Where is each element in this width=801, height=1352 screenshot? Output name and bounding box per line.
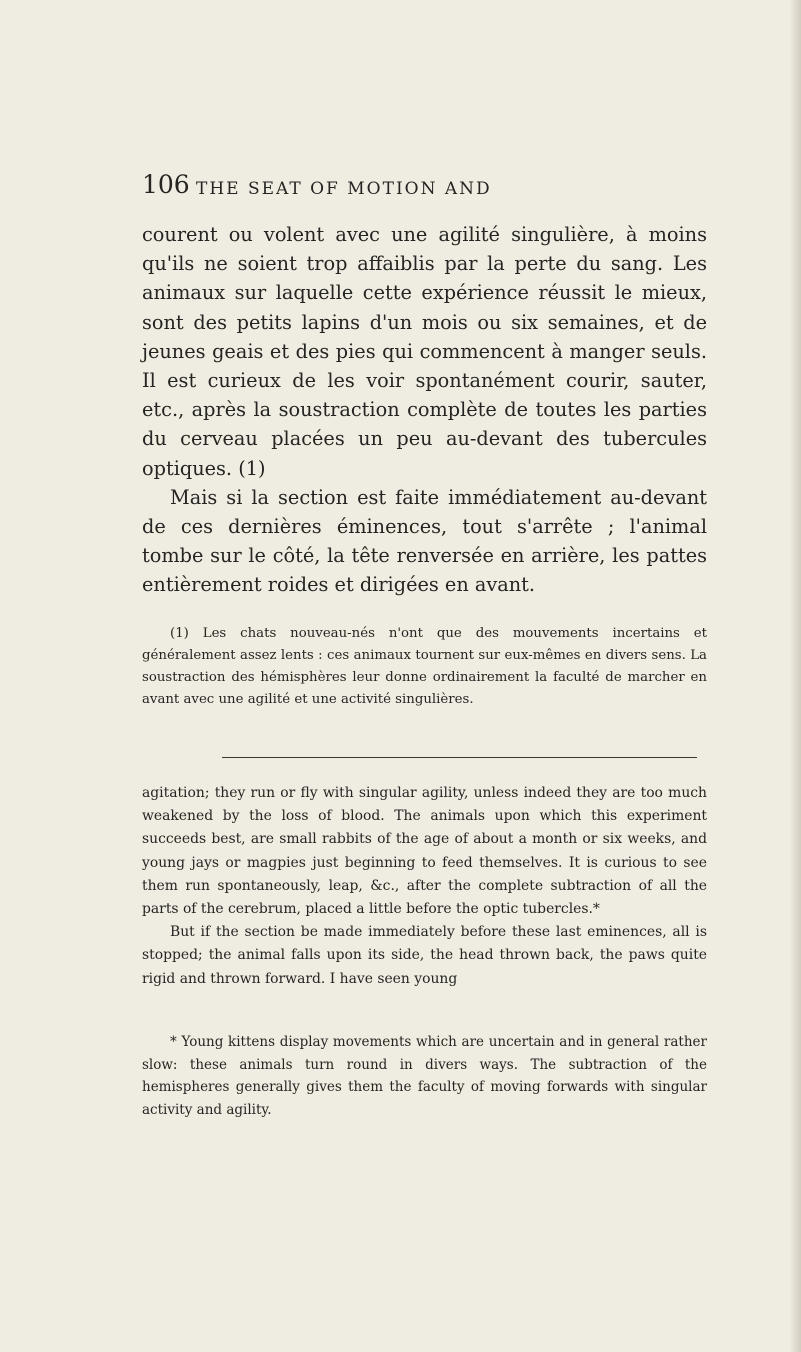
- running-head: THE SEAT OF MOTION AND: [196, 179, 492, 199]
- french-paragraph-2: Mais si la section est faite immédiatement au-devant de ces dernières éminences, tout s'arrête ; l'animal tombe sur le côté, la tête renversée en arrière, les pattes entièrement roides et dirigées en avant.: [142, 485, 707, 597]
- french-footnote-block: [142, 623, 707, 711]
- french-main-text: [142, 220, 707, 600]
- section-divider: [222, 757, 697, 758]
- english-footnote-block: [142, 1031, 707, 1121]
- page-header: [142, 170, 702, 206]
- english-paragraph-2: But if the section be made immediately before these last eminences, all is stopped; the animal falls upon its side, the head thrown back, the paws quite rigid and thrown forward. I have seen young: [142, 924, 707, 987]
- page-edge-shadow: [789, 0, 801, 1352]
- english-main-text: [142, 782, 707, 991]
- french-footnote: (1) Les chats nouveau-nés n'ont que des mouvements incertains et généralement assez lents : ces animaux tournent sur eux-mêmes en divers sens. La soustraction des hémisphères leur donne ordinairement la faculté de marcher en avant avec une agilité et une activité singulières.: [142, 626, 707, 708]
- page-number: 106: [142, 170, 190, 199]
- french-paragraph-1: courent ou volent avec une agilité singulière, à moins qu'ils ne soient trop affaiblis par la perte du sang. Les animaux sur laquelle cette expérience réussit le mieux, sont des petits lapins d'un mois ou six semaines, et de jeunes geais et des pies qui commencent à manger seuls. Il est curieux de les voir spontanément courir, sauter, etc., après la soustraction complète de toutes les parties du cerveau placées un peu au-devant des tubercules optiques. (1): [142, 223, 707, 480]
- english-footnote: * Young kittens display movements which are uncertain and in general rather slow: these animals turn round in divers ways. The subtraction of the hemispheres generally gives them the faculty of moving forwards with singular activity and agility.: [142, 1034, 707, 1118]
- english-paragraph-1: agitation; they run or fly with singular agility, unless indeed they are too much weakened by the loss of blood. The animals upon which this experiment succeeds best, are small rabbits of the age of about a month or six weeks, and young jays or magpies just beginning to feed themselves. It is curious to see them run spontaneously, leap, &c., after the complete subtraction of all the parts of the cerebrum, placed a little before the optic tubercles.*: [142, 785, 707, 918]
